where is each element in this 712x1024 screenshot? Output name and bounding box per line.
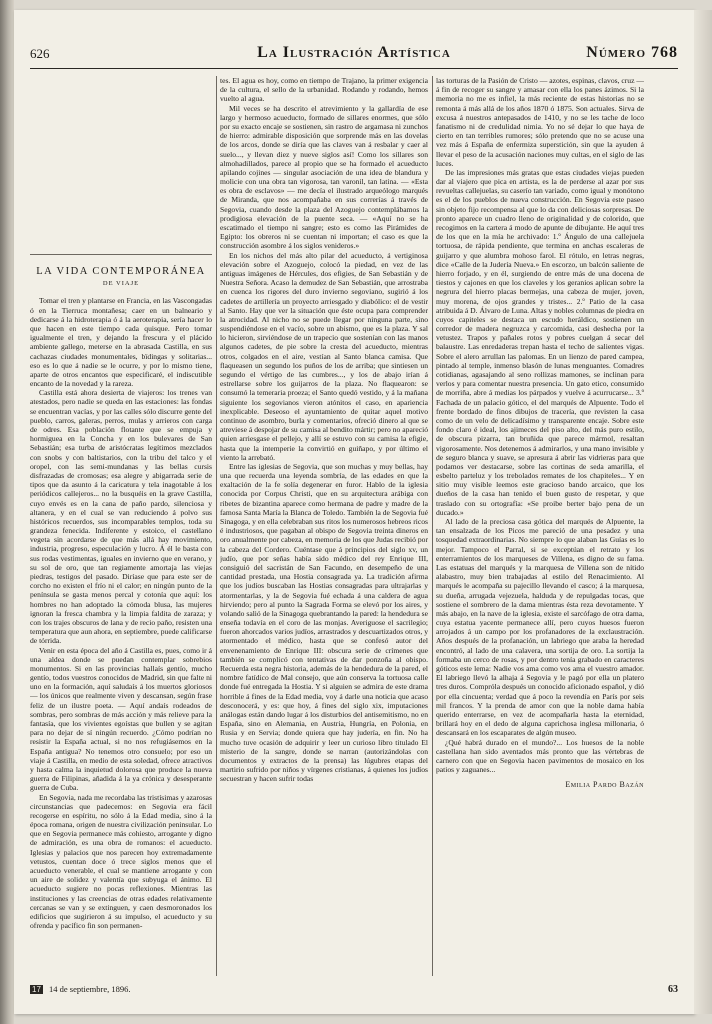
magazine-page	[14, 10, 694, 1014]
paragraph: Venir en esta época del año á Castilla es, pues, como ir á una aldea donde se puedan contemplar sobrebios monumentos. Si en las provincias hallaís gentío, mucho gentío, todos vuestros conocidos de Madrid, sin que falte ni uno en la formación, aquí saludaís á los muertos gloriosos — los únicos que realmente viven y descansan, según frase feliz de un ilustre poeta. — Aquí andaís rodeados de sombras, pero sombras de más acción y más relieve para la fantasía, que los vivientes egoístas que bullen y se agitan para no dejar de sí ningún recuerdo. ¿Cómo podrían no resistir la España actual, si no nos refugiásemos en la España antigua? No tenemos otro consuelo; por eso un viaje á Castilla, en medio de esta soledad, ofrece atractivos y hasta calma la inquietud dolorosa que produce la nueva guerra de Filipinas, añadida á la ya crónica y desesperante guerra de Cuba.	[30, 645, 212, 793]
magazine-title: La Ilustración Artística	[257, 44, 451, 61]
paragraph: Castilla está ahora desierta de viajeros: los trenes van atestados, pero nadie se queda en las estaciones: las fondas se encuentran vacías, y por las calles sólo discurre gente del pueblo, carros, galeras, perros, mulas y arrieros con carga de odres. Esa población flotante que se empuja y hormiguea en la Concha y en los bulevares de San Sebastián; esa turba de aristócratas legítimos mezclados con snobs y con baltistarios, con la tribu del talco y el oropel, con las semi-mundanas y las bellas cursis disfrazadas de cromosas; esa alegre y abigarrada serie de tipos que da asunto á la caricatura y tela inagotable á los periódicos callejeros... no la busquéis en la grave Castilla, cuyo envés es en la cana de paño pardo, silenciosa y altanera, y en el cual se van reduciendo á polvo sus históricos recuerdos, sus incomparables templos, toda su grandeza fenecida. Indiferente y estoico, el castellano vegeta sin acordarse de que más allá hay movimiento, industria, progreso, especulación y lucro. Á él le basta con sus rodas vestimentas, iguales en invierno que en verano, y su sol de oro, que tan regiamente amortaja las viejas piedras, testigos del pasado. Diríase que para este ser de corcho no existen el frío ni el calor; en ningún punto de la península se gasta menos percal y cotonía que aquí: los hombres no han adoptado la cómoda blusa, las mujeres ignoran la fresca chambra y la limpia faldita de zaraza; y con los trajes obscuros de lana y de recio paño, resisten una temperatura que aun ahora, en septiembre, puede calificarse de tórrida.	[30, 388, 212, 646]
page-edge	[694, 10, 712, 1014]
paragraph: Al lado de la preciosa casa gótica del marqués de Alpuente, la tan ensalzada de los Picos me pareció de una pesadez y una tosquedad extraordinarias. No siempre lo que alaban las Guías es lo mejor. Tampoco el Parral, si se exceptúan el retrato y los enterramientos de los marqueses de Villena, es digno de su fama. Las estatuas del marqués y la marquesa de Villena son de nítido alabastro, muy bien trabajadas al estilo del Renacimiento. Al marqués le acompaña su pajecillo llevando el casco; á la marquesa, su dueña, arrugada vejezuela, halduda y de repulgadas tocas, que sostiene el sombrero de la dama mientras ésta reza devotamente. Y más abajo, en la nave de la iglesia, existe el sarcófago de otra dama, cuya estatua yacente permanece allí, pero cuyos huesos fueron arrojados á un campo por los profanadores de la exclaustración. Años después de la profanación, un labriego que araba la heredad encontró, al lado de una calavera, una sortija de oro. La sortija la formaba un cerco de rosas, y por dentro tenía grabado en caracteres góticos este lema: Nadie vos ama como vos ama el vuestro amador. El labriego llevó la alhaja á Segovia y le pagó por ella un platero tres duros. Compróla después un conocido aficionado español, y dió por ella cincuenta; verdad que á poco la revendía en París por seis mil francos. Y la prenda de amor con que la noble dama había querido enterrarse, en vez de acompañarla hasta la eternidad, brillará hoy en el dedo de alguna caprichosa inglesa millonaria, ó descansará en los escaparates de algún museo.	[436, 517, 644, 738]
page-number: 626	[30, 46, 50, 61]
paragraph: Mil veces se ha descrito el atrevimiento y la gallardía de ese largo y hermoso acueducto, formado de sillares enormes, que sólo por su exacto encaje se sostienen, sin rastro de argamasa ni zunchos de hierro: admirable disposición que sorprende más en las dovelas de los arcos, donde se diría que las claves van á resbalar y caer al suelo..., y llevan diez y nueve siglos así! Como los sillares son almohadillados, parece al propio que se ha formado el acueducto apilando cojines — singular asociación de una idea de blandura y molicie con una obra tan vigorosa, tan varonil, tan latina. — «Esta es obra de esclavos» — me decía el ilustrado arqueólogo marqués de Miranda, que nos acompañaba en sus correrías á través de Segovia, cuando desde la plaza del Azoguejo contemplábamos la prodigiosa elevación de la puente seca. — «Aquí no se ha escatimado el tiempo ni sangre; esto es como las Pirámides de Egipto: los obreros ni se cuentan ni importan; el caso es que la construcción asombre á los siglos venideros.»	[220, 103, 428, 251]
paragraph: De las impresiones más gratas que estas ciudades viejas pueden dar al viajero que pica en artista, es la de perderse al azar por sus revueltas callejuelas, su caserío tan variado, como igual y monótono es el de los pueblos de nueva construcción. En Segovia este paseo sin objeto fijo recompensa al que lo da con deliciosas sorpresas. De pronto aparece un cuadro lleno de originalidad y de colorido, que recogimos en la cartera á modo de apunte de dibujante. He aquí tres de los que en la mía he archivado: 1.º Ángulo de una callejuela tortuosa, de rápida pendiente, que termina en anchas escaleras de guijarro y que alumbra mohoso farol. El rótulo, en letras negras, dice «Calle de la Judería Nueva.» En escorzo, un balcón saliente de hierro forjado, y en él, surgiendo de entre más de una docena de tiestos y cajones en que los claveles y los geranios aplican sobre la negrura del hierro placas bermejas, una cabeza de mujer, joven, muy morena, de ojos grandes y tristes... 2.º Patio de la casa atribuida á D. Álvaro de Luna. Altas y nobles columnas de piedra en cuyos capiteles se destaca un escudo heráldico, sostienen un corredor de madera negruzca y carcomida, casi deshecha por la vetustez. Trapos y pañales rotos y pobres cuelgan á secar del balaustre. Las enredaderas trepan hasta el techo de salientes vigas. Sobre el alero arrullan las palomas. En un lienzo de pared campea, pintado al temple, inmenso blasón de lunas menguantes. Comadres cotidianas, agasajando al seno rollizas mamones, se inclinan para verlos y para comentar nuestra presencia. Un gato etico, consumido de morriña, abre á medias los párpados y vuelve á acurrucarse... 3.º Fachada de un palacio gótico, el del marqués de Alpuente. Todo el frente bordado de finos dibujos de tracería, que revisten la casa como de un velo de delicadísimo y transparente encaje. Sobre este fondo claro é ideal, los ajimeces del piso alto, del más puro estilo, de obscura pizarra, tan bruñida que parece mármol, resaltan vigorosamente. Nos detenemos á admirarlos, y una mano invisible y de seguro blanca y suave, se apresura á abrir las vidrieras para que podamos ver destacarse, sobre las cortinas de seda amarilla, el esbelto parteluz y los trebolados remates de los chapiteles... Y en sitio muy visible leemos este gracioso bando arcaico, que los dueños de la casa han tenido el buen gusto de respetar, y que traslado con su ortografía: «Se proibe berter bajo pena de un ducado.»	[436, 167, 644, 517]
paragraph: En los nichos del más alto pilar del acueducto, á vertiginosa elevación sobre el Azoguejo, colocó la piedad, en vez de las antiguas imágenes de Hércules, dos efigies, de San Sebastián y de Nuestra Señora. Acaso la demudez de San Sebastián, que arrostraba en cuenca los rigores del duro invierno segoviano, sugirió á los cadetes de artillería un proyecto arriesgado y diabólico: el de vestir al Santo. Hay que ver la situación que éste ocupa para comprender la atrocidad. Al nicho no se puede llegar por ninguna parte, sino suspendiéndose en el vacío, sobre un abismo, que es la plaza. Y sal lo hicieron, sirviéndose de un trapecio que sostenían con las manos algunos cadetes, de pie sobre la cresta del acueducto, mientras otros, colgados en el aire, vestían al Santo blanca camisa. Que flaqueasen un segundo los puños de los de arriba; que sintiesen un segundo el vértigo de las cumbres..., y los de abajo irían á estrellarse sobre los guijarros de la plaza. No flaquearon: se consumó la temeraria proeza; el Santo quedó vestido, y á la mañana siguiente los segovianos vieron atónitos el caso, en apariencia inexplicable. Deseoso el ayuntamiento de quitar aquel motivo continuo de asombro, burla y comentarios, ofreció dinero al que se atreviese á despojar de su camisa al bendito mártir; pero no apareció quien arriesgase el pellejo, y allí se estuvo con su camisa la efigie, hasta que la intemperie la convirtió en guiñapo, y por último el viento la arrebató.	[220, 250, 428, 462]
author-signature: Emilia Pardo Bazán	[565, 780, 644, 790]
paragraph: las torturas de la Pasión de Cristo — azotes, espinas, clavos, cruz — á fin de recoger su sangre y amasar con ella los panes ázimos. Si la memoria no me es infiel, la más reciente de estas historias no se remonta á más allá de los años 1870 ó 1875. Son actuales. Sirva de excusa á nuestros antepasados de 1410, y no se les tache de loco fanatismo ni de credulidad nimia. Yo no sé dejar lo que haya de cierto en tan terribles rumores; sólo pretendo que no se acuse una vez más á España de enfermiza superstición, sin que la ayuden á llevar el peso de la acusación naciones muy cultas, en el siglo de las luces.	[436, 76, 644, 168]
paragraph: En Segovia, nada me recordaba las tristísimas y azarosas circunstancias que padecemos: en Segovia era fácil recogerse en espíritu, no sólo á la Edad media, sino á la época romana, origen de nuestra civilización peninsular. Lo que en Segovia permanece más cohiesto, arrogante y digno de admiración, es una obra de romanos: el acueducto. Iglesias y palacios que nos parecen hoy extremadamente vetustos, cuentan doce ó trece siglos menos que el acueducto venerable, el cual se mantiene arrogante y con un aire de solidez y valentía que subyuga el ánimo. El acueducto sugiere no pocas reflexiones. Mientras las instituciones y las creencias de otras edades relativamente cercanas se van y se extinguen, y caen desmoronados los edificios que sugirieron á su impulso, el acueducto y su ofrenda y pacífico fin son permanen-	[30, 792, 212, 931]
issue-badge: 17	[32, 985, 41, 994]
text-column-3	[436, 76, 644, 976]
paragraph: tes. El agua es hoy, como en tiempo de Trajano, la primer exigencia de la cultura, el sello de la urbanidad. Rodando y rodando, hemos vuelto al agua.	[220, 76, 428, 104]
column-rule-right	[432, 76, 433, 976]
book-binding	[0, 0, 14, 1024]
sheet-number: 63	[668, 984, 678, 995]
paragraph: Entre las iglesias de Segovia, que son muchas y muy bellas, hay una que recuerda una leyenda sombría, de las edades en que la exaltación de la fe solía degenerar en furor. Hablo de la iglesia conocida por Corpus Christi, que en su arquitectura arábiga con ribetes de bizantina aparece como hermana de padre y madre de la famosa Santa María la Blanca de Toledo. También la de Segovia fué Sinagoga, y en ella celebraban sus ritos los numerosos hebreos ricos é industriosos, que pagaban al obispo de Segovia treinta dineros en oro anualmente por cabeza, en memoria de los que Judas recibió por la cabeza del Cordero. Cuéntase que á principios del siglo xv, un judío, que por señas había sido médico del rey Enrique III, consiguió del sacristán de San Facundo, en desempeño de una cantidad prestada, una Hostia consagrada ya. La tradición afirma que los judíos buscaban las Hostias consagradas para ultrajarlas y atormentarlas, y la de Segovia fué echada á una caldera de agua hirviendo; pero al punto la Sagrada Forma se elevó por los aires, y volando salió de la Sinagoga quebrantando la pared: la hendedura se enseña todavía en el coro de las monjas. Averiguose el sacrilegio; fueron ahorcados varios judíos, arrastrados y descuartizados otros, y atormentado el médico, hasta que se confesó autor del envenenamiento de Enrique III: obscura serie de crímenes que también se complicó con tentativas de dar ponzoña al obispo. Recuerda esta negra historia, además de la hendedura de la pared, el nombre fatídico de Mal consejo, que aún conserva la tortuosa calle donde fué entregada la Hostia. Y si alguien se admira de este drama horrible á fines de la Edad media, voy á darle una noticia que acaso desconocerá, y es: que hoy, á fines del siglo xix, imputaciones análogas están dando lugar á los disturbios del antisemitismo, no en España, sino en Alemania, en Austria, Hungría, en Polonia, en Rusia y en Servia; donde quiera que hay judería, en fin. No ha mucho tuve ocasión de adquirir y leer un curioso libro titulado El misterio de la sangre, donde se narran (autorizándolas con documentos y extractos de la prensa) las lúgubres etapas del martirio sufrido por niños y vírgenes cristianas, á quienes los judíos secuestran y hacen sufrir todas	[220, 461, 428, 784]
page-footer	[30, 984, 678, 1000]
paragraph: Tomar el tren y plantarse en Francia, en las Vascongadas ó en la Tierruca montañesa; caer en un balneario y dedicarse á la hidroterapia ó á la aeroterapia, sería hacer lo que hacen en este tiempo cada quisque. Pero tomar igualmente el tren, y dejando la frescura y el plácido ambiente gallego, meterse en la abrasada Castilla, en sus cachazas ciudades monumentales, bïdingas y solitarias... eso es lo que á nadie se le ocurre, y por lo mismo tiene, aparte de otros encantos que especificaré, el indiscutible encanto de la novedad y la rareza.	[30, 296, 212, 389]
article-subtitle: DE VIAJE	[102, 280, 140, 288]
page-header	[30, 42, 678, 69]
article-title: LA VIDA CONTEMPORÁNEA	[36, 266, 206, 277]
text-column-2	[220, 76, 428, 976]
column-rule-left	[216, 76, 217, 976]
publication-date: 14 de septiembre, 1896.	[49, 984, 131, 994]
paragraph: ¿Qué habrá durado en el mundo?... Los huesos de la noble castellana han sido aventados más pronto que las vértebras de carnero con que en Segovia hacen pavimentos de mosaico en los patios y zaguanes...	[436, 737, 644, 775]
text-column-1	[30, 76, 212, 976]
previous-article-end	[30, 76, 212, 255]
issue-number: Número 768	[586, 44, 678, 61]
